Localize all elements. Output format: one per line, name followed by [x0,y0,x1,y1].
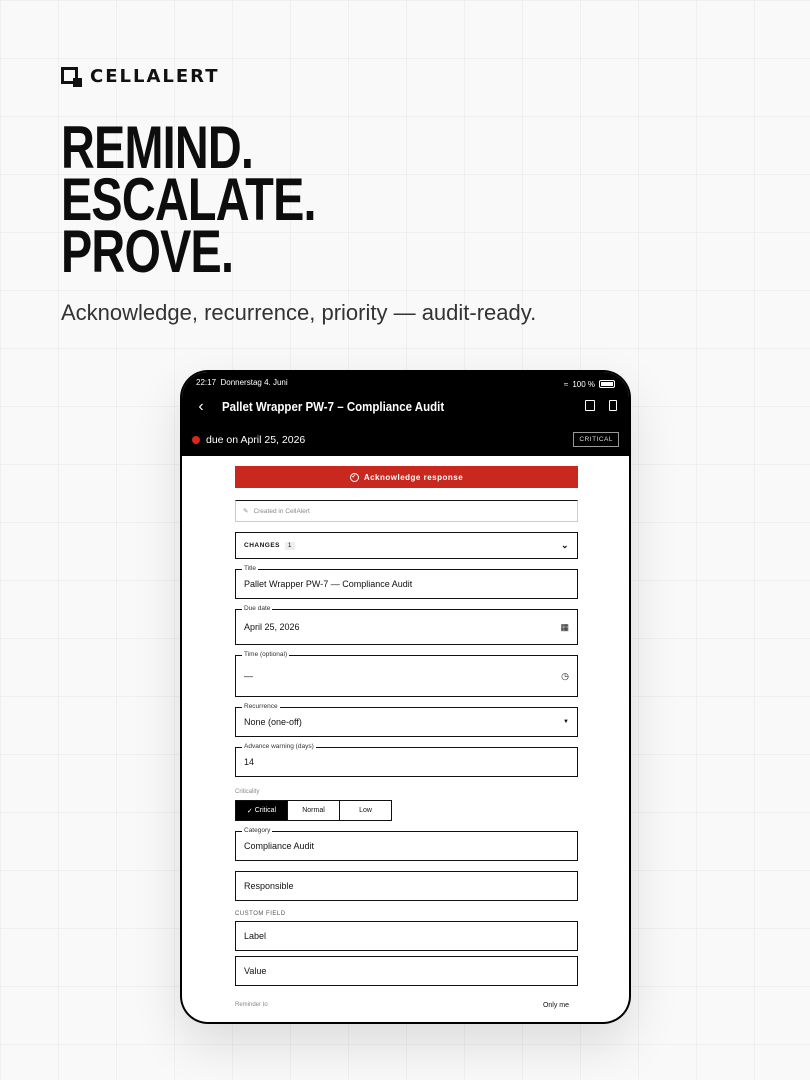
due-text: due on April 25, 2026 [206,434,306,446]
responsible-placeholder: Responsible [244,881,294,891]
top-bar [182,372,629,456]
time-value: — [244,671,253,681]
form-content [235,466,578,986]
custom-value-placeholder: Value [244,966,267,976]
check-circle-icon: ✓ [351,473,358,480]
pencil-icon: ✎ [243,508,249,515]
headline [61,114,388,285]
criticality-segmented-control [235,800,392,821]
time-field[interactable] [235,651,578,697]
reminder-label: Reminder to [235,1002,268,1008]
due-date-field[interactable] [235,605,578,645]
advance-value: 14 [244,757,255,767]
calendar-icon[interactable]: ▦ [560,621,569,632]
created-text: Created in CellAlert [253,507,310,515]
acknowledge-label: Acknowledge response [363,472,464,482]
critical-badge: CRITICAL [573,432,619,447]
battery-icon [599,380,615,388]
headline-line-1: REMIND. [61,114,254,181]
preview-icon[interactable] [585,400,595,411]
wifi-icon: ≈ [563,379,569,389]
criticality-critical[interactable]: ✓ Critical [236,801,288,820]
category-value: Compliance Audit [244,841,315,851]
recurrence-value: None (one-off) [244,717,302,727]
criticality-label: Criticality [235,789,260,795]
chevron-down-icon: ⌄ [560,540,569,550]
tablet-frame [180,370,631,1024]
due-row [192,432,619,448]
recurrence-label: Recurrence [244,703,278,710]
custom-label-placeholder: Label [244,931,267,941]
due-date-label: Due date [244,605,271,612]
nav-title: Pallet Wrapper PW-7 – Compliance Audit [222,400,445,414]
changes-count: 1 [285,542,295,550]
brand [61,66,219,87]
status-date: Donnerstag 4. Juni [220,378,288,387]
status-time: 22:17 [196,378,217,387]
title-field[interactable] [235,565,578,599]
category-label: Category [244,827,271,834]
title-label: Title [244,565,257,572]
status-bar [196,378,615,390]
clock-icon[interactable]: ◷ [561,670,569,681]
changes-label: CHANGES [244,542,281,549]
custom-value-field[interactable] [235,956,578,986]
title-value: Pallet Wrapper PW-7 — Compliance Audit [244,579,413,589]
nav-row [182,396,629,418]
criticality-low[interactable]: Low [359,807,372,814]
status-dot [192,436,200,444]
back-arrow-icon[interactable]: ‹ [198,398,204,415]
recurrence-select[interactable] [235,703,578,737]
due-date-value: April 25, 2026 [244,622,300,632]
changes-dropdown[interactable] [235,532,578,559]
headline-line-3: PROVE. [61,218,234,285]
trash-icon[interactable] [609,400,617,411]
advance-warning-field[interactable] [235,743,578,777]
category-field[interactable] [235,827,578,861]
headline-line-2: ESCALATE. [61,166,316,233]
brand-name: CELLALERT [90,66,220,87]
subline: Acknowledge, recurrence, priority — audit-ready. [61,300,537,325]
advance-label: Advance warning (days) [244,743,314,750]
reminder-row[interactable] [235,1002,569,1009]
responsible-field[interactable] [235,871,578,901]
created-note [235,500,578,522]
time-label: Time (optional) [244,651,288,658]
reminder-value: Only me [542,1002,569,1009]
dropdown-arrow-icon: ▼ [563,719,569,725]
custom-field-label: CUSTOM FIELD [235,911,286,917]
acknowledge-button[interactable] [235,466,578,488]
criticality-normal[interactable]: Normal [288,801,340,820]
battery-percent: 100 % [572,379,595,389]
tablet-screen [182,372,629,1022]
custom-label-field[interactable] [235,921,578,951]
logo-icon [61,67,82,87]
